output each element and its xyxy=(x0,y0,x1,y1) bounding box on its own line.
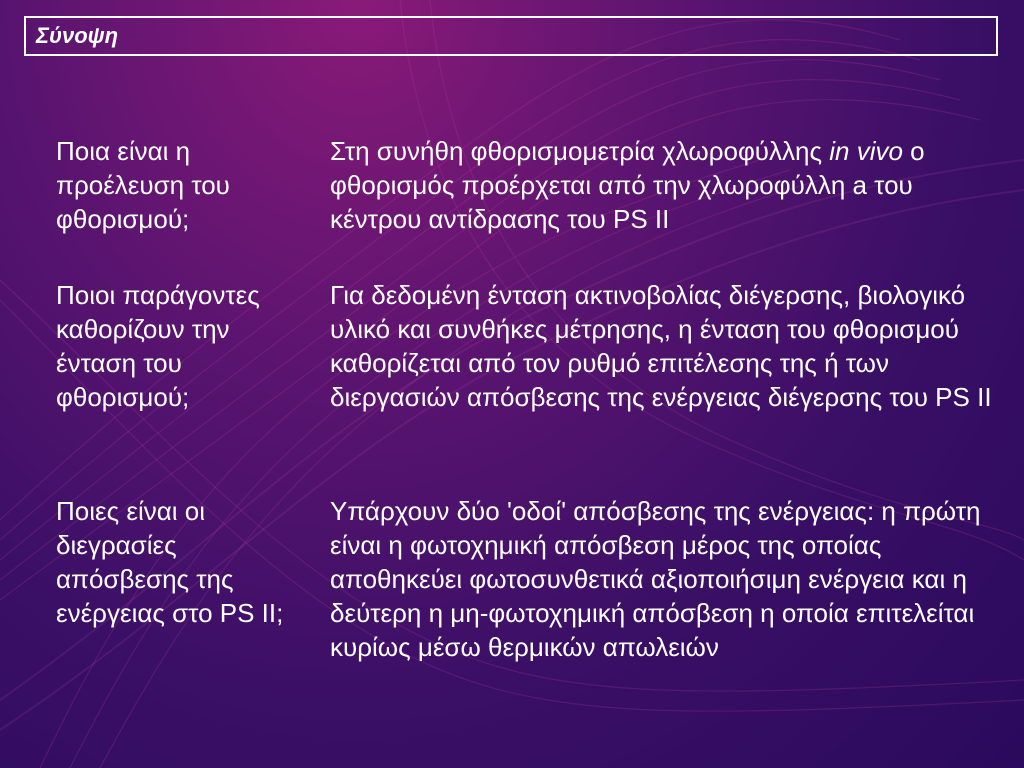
question-1: Ποια είναι η προέλευση του φθορισμού; xyxy=(56,136,230,234)
answer-2: Για δεδομένη ένταση ακτινοβολίας διέγερσης, βιολογικό υλικό και συνθήκες μέτρησης, η ένταση του φθορισμού καθορίζεται από τον ρυθμό επιτέλεσης της ή των διεργασιών απόσβεσης της ενέργειας διέγερσης του PS II xyxy=(330,280,992,412)
answer-3: Υπάρχουν δύο 'οδοί' απόσβεσης της ενέργειας: η πρώτη είναι η φωτοχημική απόσβεση μέρος της οποίας αποθηκεύει φωτοσυνθετικά αξιοποιήσιμη ενέργεια και η δεύτερη η μη-φωτοχημική απόσβεση η οποία επιτελείται κυρίως μέσω θερμικών απωλειών xyxy=(330,496,981,662)
title-box xyxy=(24,16,998,56)
question-3: Ποιες είναι οι διεγρασίες απόσβεσης της ενέργειας στο PS II; xyxy=(56,496,284,628)
question-2: Ποιοι παράγοντες καθορίζουν την ένταση του φθορισμού; xyxy=(56,280,260,412)
answer-1-italic: in vivo xyxy=(829,136,903,166)
answer-1-text-a: Στη συνήθη φθορισμομετρία χλωροφύλλης xyxy=(330,136,830,166)
slide-title: Σύνοψη xyxy=(36,23,119,48)
answer-1-text-b: ο φθορισμός προέρχεται από την χλωροφύλλη a του κέντρου αντίδρασης του PS II xyxy=(330,136,925,234)
answer-1 xyxy=(330,134,1010,236)
